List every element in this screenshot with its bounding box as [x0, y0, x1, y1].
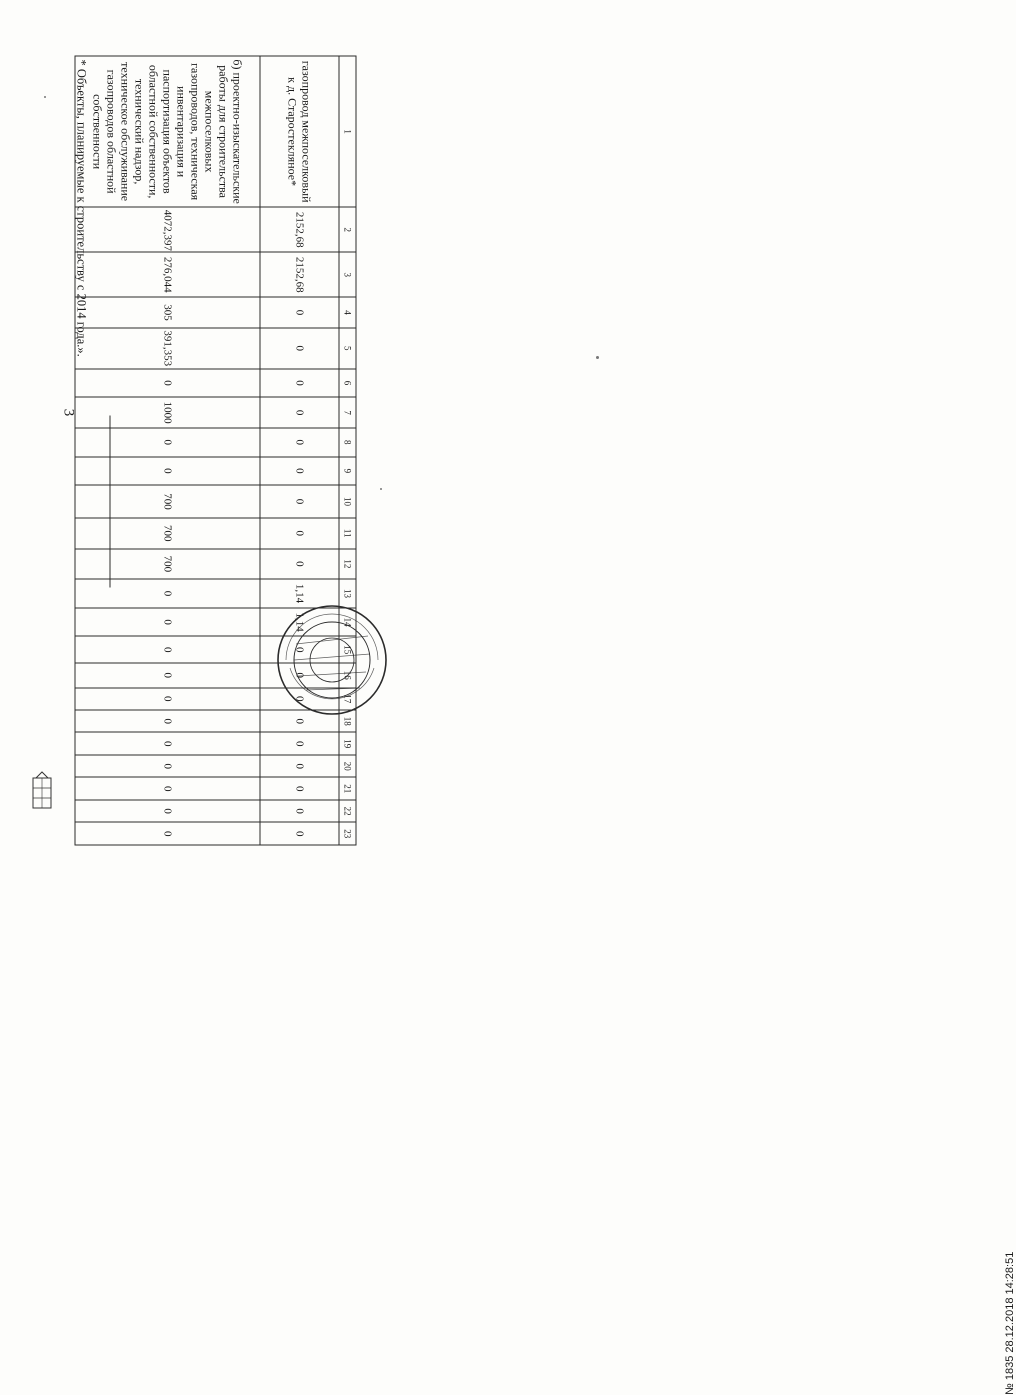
column-header: 17: [339, 688, 356, 710]
page-number: 3: [60, 408, 77, 417]
table-cell: 276,044: [75, 252, 260, 297]
column-header: 3: [339, 252, 356, 297]
table-cell: 4072,397: [75, 207, 260, 252]
table-cell: 0: [260, 397, 339, 428]
budget-table: [75, 56, 357, 846]
column-header: 23: [339, 822, 356, 845]
table-cell: 0: [260, 688, 339, 710]
column-header: 13: [339, 579, 356, 608]
divider-line: [110, 416, 111, 588]
column-header: 7: [339, 397, 356, 428]
table-cell: 0: [75, 428, 260, 457]
column-header: 21: [339, 777, 356, 799]
table-cell: 0: [260, 328, 339, 369]
rotated-table-block: [74, 56, 357, 846]
row-name: газопровод межпоселковый к д. Старостекляное*: [260, 56, 339, 207]
column-header: 8: [339, 428, 356, 457]
column-header: 6: [339, 369, 356, 398]
table-cell: 0: [260, 710, 339, 732]
table-cell: 0: [75, 732, 260, 754]
official-seal: [276, 604, 388, 716]
table-cell: 0: [260, 297, 339, 328]
column-header: 5: [339, 328, 356, 369]
table-cell: 0: [260, 457, 339, 486]
table-cell: 0: [260, 800, 339, 822]
table-cell: 0: [260, 428, 339, 457]
table-cell: 0: [75, 800, 260, 822]
table-cell: 0: [75, 579, 260, 608]
table-cell: 0: [75, 755, 260, 777]
column-header: 2: [339, 207, 356, 252]
column-header: 19: [339, 732, 356, 754]
column-header: 1: [339, 56, 356, 207]
table-cell: 0: [260, 636, 339, 663]
table-cell: 700: [75, 485, 260, 518]
table-cell: 1,14: [260, 608, 339, 637]
table-cell: 0: [260, 663, 339, 688]
table-cell: 391,353: [75, 328, 260, 369]
registration-number: № 1835 28.12.2018 14:28:51: [1004, 1251, 1016, 1395]
table-cell: 700: [75, 518, 260, 549]
column-header: 16: [339, 663, 356, 688]
scan-speck: [44, 96, 46, 98]
table-cell: 0: [260, 485, 339, 518]
table-row: [75, 56, 260, 845]
column-header: 14: [339, 608, 356, 637]
table-cell: 0: [260, 777, 339, 799]
column-header: 22: [339, 800, 356, 822]
table-cell: 305: [75, 297, 260, 328]
table-cell: 0: [260, 755, 339, 777]
table-cell: 2152,68: [260, 207, 339, 252]
column-header: 20: [339, 755, 356, 777]
row-name: б) проектно-изыскательские работы для строительства межпоселковых газопроводов, техническая инвентаризация и паспортизация объектов областной собственности, технический надзор, техническое обслуживание газопроводов областной собственности: [75, 56, 260, 207]
column-header: 10: [339, 485, 356, 518]
table-cell: 0: [260, 822, 339, 845]
table-cell: 0: [260, 369, 339, 398]
scan-speck: [380, 488, 382, 490]
table-cell: 1,14: [260, 579, 339, 608]
table-cell: 0: [75, 688, 260, 710]
table-cell: 2152,68: [260, 252, 339, 297]
table-cell: 0: [75, 710, 260, 732]
table-cell: 0: [75, 608, 260, 637]
table-header-row: [339, 56, 356, 845]
table-cell: 0: [75, 369, 260, 398]
column-header: 9: [339, 457, 356, 486]
column-header: 12: [339, 549, 356, 580]
column-header: 18: [339, 710, 356, 732]
table-cell: 0: [75, 777, 260, 799]
table-cell: 0: [260, 549, 339, 580]
table-cell: 0: [75, 822, 260, 845]
table-cell: 0: [75, 457, 260, 486]
scan-speck: [596, 356, 599, 359]
table-cell: 0: [75, 636, 260, 663]
table-cell: 0: [260, 732, 339, 754]
table-cell: 0: [260, 518, 339, 549]
column-header: 15: [339, 636, 356, 663]
table-cell: 1000: [75, 397, 260, 428]
footnote: * Объекты, планируемые к строительству с 2014 года.».: [74, 59, 89, 357]
column-header: 11: [339, 518, 356, 549]
table-cell: 0: [75, 663, 260, 688]
table-row: [260, 56, 339, 845]
table-cell: 700: [75, 549, 260, 580]
column-header: 4: [339, 297, 356, 328]
building-icon: [30, 770, 54, 810]
